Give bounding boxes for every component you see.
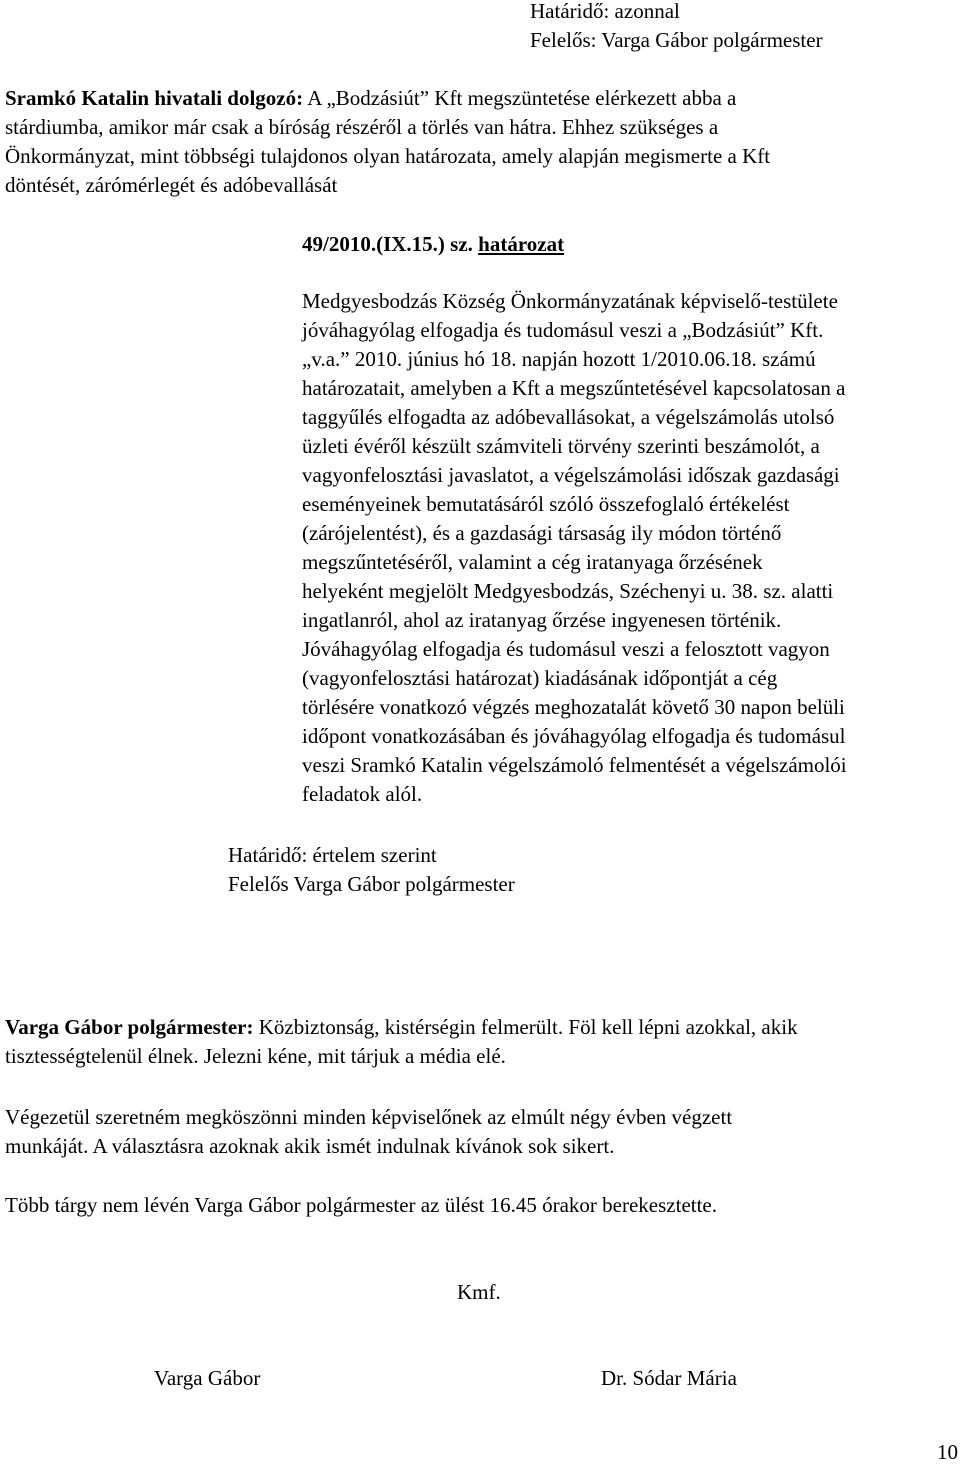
closing-paragraph: Több tárgy nem lévén Varga Gábor polgármester az ülést 16.45 órakor berekesztette. (5, 1193, 718, 1217)
resolution-deadline: Határidő: értelem szerint (228, 843, 437, 867)
resolution-line: üzleti évéről készült számviteli törvény szerinti beszámolót, a (302, 434, 820, 458)
resolution-line: feladatok alól. (302, 782, 423, 806)
resolution-line: veszi Sramkó Katalin végelszámoló felmentését a végelszámolói (302, 753, 847, 777)
statement-sramko (5, 84, 770, 200)
resolution-line: törlésére vonatkozó végzés meghozatalát követő 30 napon belüli (302, 695, 845, 719)
resolution-line: időpont vonatkozásában és jóváhagyólag elfogadja és tudomásul (302, 724, 846, 748)
resolution-line: vagyonfelosztási javaslatot, a végelszámolási időszak gazdasági (302, 463, 840, 487)
resolution-line: megszűntetéséről, valamint a cég iratanyaga őrzésének (302, 550, 763, 574)
resolution-word: határozat (478, 232, 565, 256)
resolution-line: (zárójelentést), és a gazdasági társaság ily módon történő (302, 521, 782, 545)
resolution-line: Medgyesbodzás Község Önkormányzatának képviselő-testülete (302, 289, 838, 313)
header-deadline: Határidő: azonnal (530, 0, 680, 23)
resolution-line: (vagyonfelosztási határozat) kiadásának időpontját a cég (302, 666, 778, 690)
statement-text: tisztességtelenül élnek. Jelezni kéne, mit tárjuk a média elé. (5, 1044, 506, 1068)
statement-text: Önkormányzat, mint többségi tulajdonos olyan határozata, amely alapján megismerte a Kft (5, 144, 771, 168)
statement-text: A „Bodzásiút” Kft megszüntetése elérkezett abba a (303, 86, 737, 110)
speaker-name: Sramkó Katalin hivatali dolgozó: (5, 86, 304, 110)
paragraph-line: Végezetül szeretném megköszönni minden képviselőnek az elmúlt négy évben végzett (5, 1105, 733, 1129)
closing-paragraph (5, 1103, 732, 1161)
signature-left-name: Varga Gábor (154, 1366, 261, 1390)
resolution-line: határozatait, amelyben a Kft a megszűntetésével kapcsolatosan a (302, 376, 846, 400)
statement-text: Közbiztonság, kistérségin felmerült. Föl kell lépni azokkal, akik (253, 1015, 798, 1039)
page-number: 10 (937, 1440, 958, 1464)
resolution-number: 49/2010.(IX.15.) sz. (302, 232, 473, 256)
signature-right-name: Dr. Sódar Mária (601, 1366, 737, 1390)
resolution-line: helyeként megjelölt Medgyesbodzás, Széchenyi u. 38. sz. alatti (302, 579, 834, 603)
header-responsible: Felelős: Varga Gábor polgármester (530, 28, 823, 52)
resolution-line: ingatlanról, ahol az iratanyag őrzése ingyenesen történik. (302, 608, 782, 632)
paragraph-line: munkáját. A választásra azoknak akik ismét indulnak kívánok sok sikert. (5, 1134, 615, 1158)
statement-text: döntését, zárómérlegét és adóbevallását (5, 173, 338, 197)
statement-text: stárdiumba, amikor már csak a bíróság részéről a törlés van hátra. Ehhez szükséges a (5, 115, 719, 139)
resolution-line: eseményeinek bemutatásáról szóló összefoglaló értékelést (302, 492, 790, 516)
resolution-line: „v.a.” 2010. június hó 18. napján hozott 1/2010.06.18. számú (302, 347, 816, 371)
resolution-responsible: Felelős Varga Gábor polgármester (228, 872, 515, 896)
kmf-label: Kmf. (457, 1280, 501, 1304)
resolution-line: Jóváhagyólag elfogadja és tudomásul veszi a felosztott vagyon (302, 637, 830, 661)
speaker-name: Varga Gábor polgármester: (5, 1015, 254, 1039)
statement-varga (5, 1013, 798, 1071)
resolution-line: taggyűlés elfogadta az adóbevallásokat, a végelszámolás utolsó (302, 405, 835, 429)
resolution-body (302, 287, 847, 809)
resolution-line: jóváhagyólag elfogadja és tudomásul veszi a „Bodzásiút” Kft. (302, 318, 824, 342)
resolution-title (302, 230, 564, 259)
